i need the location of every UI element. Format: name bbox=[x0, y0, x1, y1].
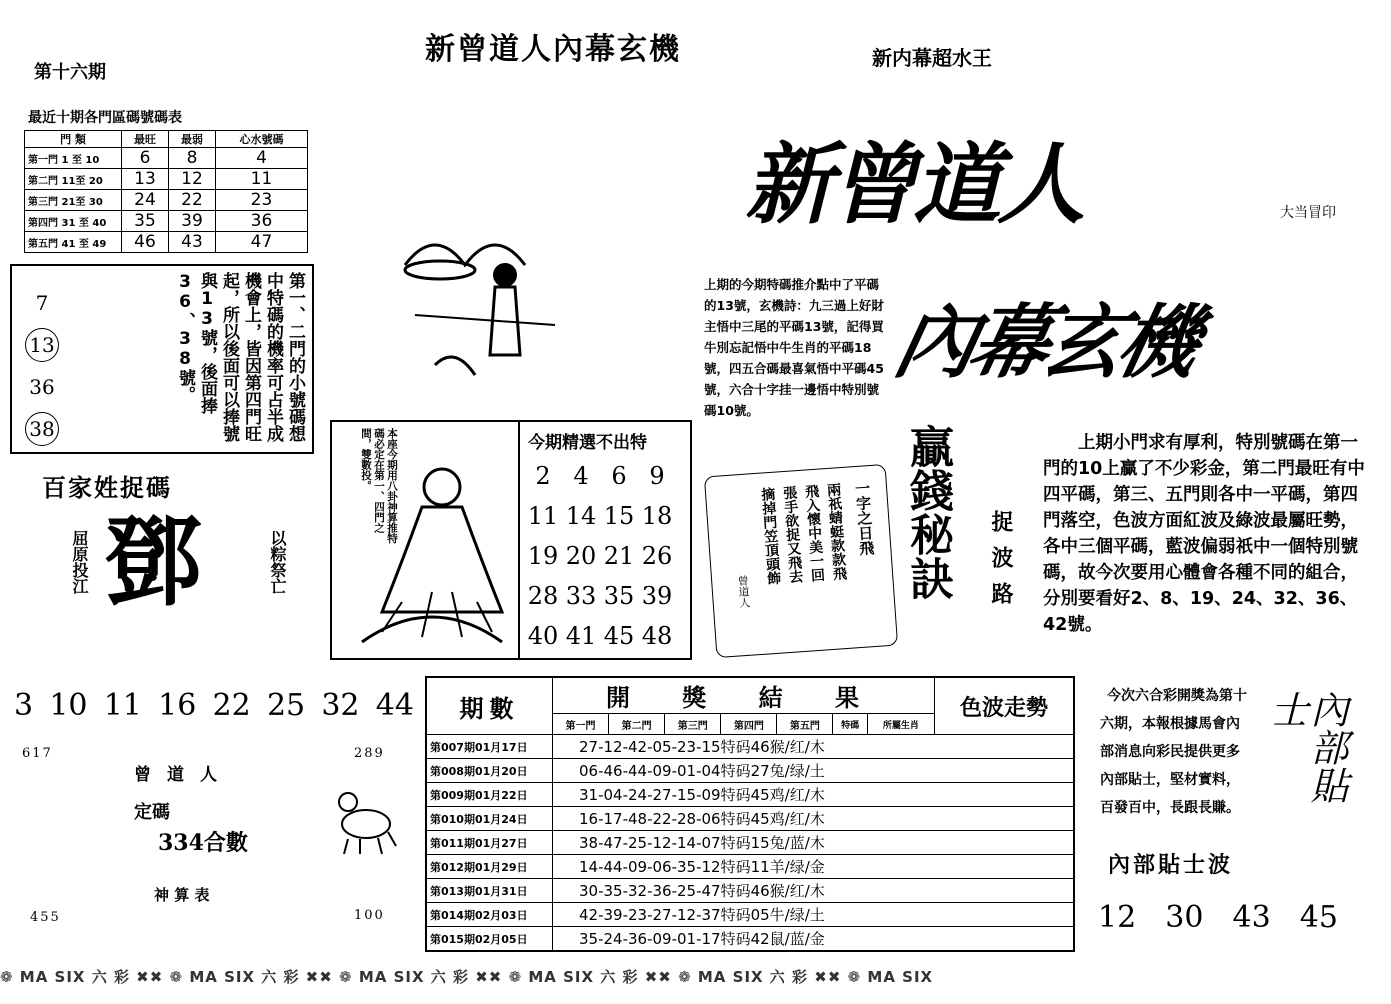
pick-number: 21 bbox=[603, 542, 635, 570]
gate-row-label: 第二門 11至 20 bbox=[25, 169, 122, 190]
issue-label: 第十六期 bbox=[34, 62, 106, 83]
results-row bbox=[426, 735, 1074, 759]
insider-number: 45 bbox=[1299, 900, 1338, 935]
pick-number: 39 bbox=[641, 582, 673, 610]
insider-number: 30 bbox=[1165, 900, 1204, 935]
big-logo-line2: 內幕玄機 bbox=[886, 295, 1203, 389]
calc-line3: 334合數 bbox=[158, 830, 248, 856]
pick-number: 11 bbox=[527, 502, 559, 530]
results-row-period: 第014期02月03日 bbox=[426, 903, 553, 927]
gate-row-label: 第四門 31 至 40 bbox=[25, 211, 122, 232]
scroll-poem-col: 一字之日飛 bbox=[852, 479, 876, 557]
results-subheader: 第五門 bbox=[777, 714, 833, 735]
win-money-title: 贏錢秘訣 bbox=[902, 424, 953, 600]
goddess-illustration bbox=[342, 442, 512, 654]
results-subheader: 第一門 bbox=[553, 714, 609, 735]
pick-number: 33 bbox=[565, 582, 597, 610]
insider-stamp: 內部貼士 bbox=[1264, 690, 1348, 804]
results-subheader: 特碼 bbox=[833, 714, 867, 735]
left-number-circled: 13 bbox=[25, 328, 59, 362]
results-row-value: 35-24-36-09-01-17特码42鼠/蓝/金 bbox=[553, 927, 1075, 952]
pick-number: 2 bbox=[535, 462, 551, 490]
pick-number: 18 bbox=[641, 502, 673, 530]
ball-number: 16 bbox=[158, 688, 197, 723]
insider-number: 43 bbox=[1232, 900, 1271, 935]
left-numbers-list bbox=[22, 282, 62, 450]
results-row-period: 第008期01月20日 bbox=[426, 759, 553, 783]
ball-number: 44 bbox=[375, 688, 414, 723]
results-subheader: 第三門 bbox=[665, 714, 721, 735]
baijia-right-text: 以粽祭亡 bbox=[268, 530, 287, 594]
pick-number: 26 bbox=[641, 542, 673, 570]
results-trend-header: 色波走勢 bbox=[935, 677, 1075, 735]
results-row bbox=[426, 879, 1074, 903]
win-money-text: 上期小門求有厚利，特別號碼在第一門的10上贏了不少彩金，第二門最旺有中四平碼，第三、五門則各中一平碼，第四門落空，色波方面紅波及綠波最屬旺勢，各中三個平碼，藍波偏弱祇中一個特別號碼，故今次要用心體會各種不同的組合，分別要看好2、8、19、24、32、36、42號。 bbox=[1043, 433, 1365, 635]
results-row bbox=[426, 783, 1074, 807]
scroll-poem-signature: 曾道人 bbox=[735, 574, 752, 609]
gate-row bbox=[25, 232, 308, 253]
scroll-poem-col: 兩祇蜻蜓款款飛 bbox=[824, 482, 848, 581]
left-numbers-box bbox=[10, 264, 314, 454]
results-row-value: 14-44-09-06-35-12特码11羊/绿/金 bbox=[553, 855, 1075, 879]
results-row-value: 30-35-32-36-25-47特码46猴/红/木 bbox=[553, 879, 1075, 903]
pick-number: 4 bbox=[573, 462, 589, 490]
left-number-circled: 38 bbox=[25, 412, 59, 446]
big-logo-line1: 新曾道人 bbox=[745, 132, 1082, 236]
results-row-value: 31-04-24-27-15-09特码45鸡/红/木 bbox=[553, 783, 1075, 807]
calc-corner-bl: 455 bbox=[30, 910, 61, 925]
results-row-period: 第009期01月22日 bbox=[426, 783, 553, 807]
gate-row-pick: 11 bbox=[216, 169, 308, 190]
sub-title: 新内幕超水王 bbox=[872, 46, 992, 70]
results-subheader: 第四門 bbox=[721, 714, 777, 735]
gate-row bbox=[25, 211, 308, 232]
results-subheader: 第二門 bbox=[609, 714, 665, 735]
poem-picks-box bbox=[330, 420, 692, 660]
insider-wave-title: 內部貼士波 bbox=[1108, 853, 1234, 878]
baijia-left-text: 屈原投江 bbox=[70, 530, 89, 594]
insider-number: 12 bbox=[1098, 900, 1137, 935]
gate-row-max: 46 bbox=[122, 232, 169, 253]
gate-row-label: 第三門 21至 30 bbox=[25, 190, 122, 211]
gate-row bbox=[25, 148, 308, 169]
footer-marquee: ❁ MA SIX 六 彩 ✖✖ ❁ MA SIX 六 彩 ✖✖ ❁ MA SIX 六 彩 ✖✖ ❁ MA SIX 六 彩 ✖✖ ❁ MA SIX 六 彩 ✖✖ ❁ MA SIX bbox=[0, 967, 934, 986]
pick-number: 19 bbox=[527, 542, 559, 570]
gate-row-pick: 23 bbox=[216, 190, 308, 211]
results-row bbox=[426, 759, 1074, 783]
pick-number: 28 bbox=[527, 582, 559, 610]
calc-line2: 定碼 bbox=[134, 802, 170, 823]
ball-number: 32 bbox=[321, 688, 360, 723]
gate-row-max: 13 bbox=[122, 169, 169, 190]
results-row bbox=[426, 927, 1074, 952]
baijia-big-char: 鄧 bbox=[104, 505, 203, 620]
balls-row bbox=[14, 688, 414, 723]
calc-corner-tr: 289 bbox=[354, 746, 385, 761]
pick-number: 45 bbox=[603, 622, 635, 650]
ball-number: 25 bbox=[266, 688, 306, 723]
gate-row-max: 24 bbox=[122, 190, 169, 211]
baijia-title: 百家姓捉碼 bbox=[42, 474, 172, 502]
gate-header-max: 最旺 bbox=[122, 131, 169, 148]
calc-corner-tl: 617 bbox=[22, 746, 53, 761]
left-number: 7 bbox=[35, 291, 49, 315]
gate-table bbox=[24, 130, 308, 253]
gate-row-min: 22 bbox=[169, 190, 216, 211]
scroll-poem-col: 飛入懷中美一回 bbox=[802, 483, 826, 583]
pick-number: 15 bbox=[603, 502, 635, 530]
gate-row-label: 第一門 1 至 10 bbox=[25, 148, 122, 169]
gate-row-pick: 36 bbox=[216, 211, 308, 232]
poem-box-text: 本座今期用八卦神算推特碼必定在第一、四門之間，雙數投。 bbox=[360, 428, 398, 544]
picks-grid bbox=[524, 456, 676, 656]
gate-row-min: 12 bbox=[169, 169, 216, 190]
results-row-period: 第010期01月24日 bbox=[426, 807, 553, 831]
insider-numbers bbox=[1098, 900, 1338, 935]
gate-row-max: 6 bbox=[122, 148, 169, 169]
gate-table-caption: 最近十期各門區碼號碼表 bbox=[28, 110, 182, 126]
pick-number: 6 bbox=[611, 462, 627, 490]
results-subheader: 所屬生肖 bbox=[867, 714, 934, 735]
calc-line1: 曾道人 bbox=[134, 765, 233, 785]
picks-title: 今期精選不出特 bbox=[528, 433, 647, 453]
results-row bbox=[426, 855, 1074, 879]
gate-row-pick: 47 bbox=[216, 232, 308, 253]
pick-number: 20 bbox=[565, 542, 597, 570]
scroll-poem-col: 摘掉門笠頂頭飾 bbox=[758, 486, 782, 586]
results-row-period: 第007期01月17日 bbox=[426, 735, 553, 759]
ball-number: 10 bbox=[49, 688, 88, 723]
gate-row-min: 43 bbox=[169, 232, 216, 253]
pick-number: 14 bbox=[565, 502, 597, 530]
win-money-subtitle: 捉波路 bbox=[988, 510, 1013, 618]
last-tip-text: 上期的今期特碼推介點中了平碼的13號，玄機詩：九三過上好財主悟中三尾的平碼13號，記得買牛別忘記悟中牛生肖的平碼18號，四五合碼最喜氣悟中平碼45號，六合十字挂一邊悟中特別號碼10號。 bbox=[704, 277, 884, 418]
results-table bbox=[425, 676, 1075, 952]
pick-number: 41 bbox=[565, 622, 597, 650]
pick-number: 9 bbox=[649, 462, 665, 490]
results-row-period: 第015期02月05日 bbox=[426, 927, 553, 952]
gate-row bbox=[25, 190, 308, 211]
left-numbers-text: 第一、二門的小號碼想中特碼的機率可占半成機會上，皆因第四門旺起，所以後面可以捧號與13號，後面捧36、38號。 bbox=[175, 272, 305, 442]
gate-row bbox=[25, 169, 308, 190]
child-illustration bbox=[395, 205, 560, 380]
results-row-value: 42-39-23-27-12-37特码05牛/绿/土 bbox=[553, 903, 1075, 927]
calc-line4: 神 算 表 bbox=[154, 886, 210, 904]
results-row-value: 27-12-42-05-23-15特码46猴/红/木 bbox=[553, 735, 1075, 759]
pick-number: 35 bbox=[603, 582, 635, 610]
pick-number: 40 bbox=[527, 622, 559, 650]
results-row-value: 16-17-48-22-28-06特码45鸡/红/木 bbox=[553, 807, 1075, 831]
results-row bbox=[426, 903, 1074, 927]
gate-row-label: 第五門 41 至 49 bbox=[25, 232, 122, 253]
dog-illustration bbox=[330, 784, 400, 858]
print-mark: 大当冒印 bbox=[1280, 205, 1336, 221]
results-row bbox=[426, 807, 1074, 831]
results-title: 開 獎 結 果 bbox=[553, 677, 935, 714]
gate-row-min: 39 bbox=[169, 211, 216, 232]
results-row-value: 38-47-25-12-14-07特码15兔/蓝/木 bbox=[553, 831, 1075, 855]
gate-row-max: 35 bbox=[122, 211, 169, 232]
gate-header-min: 最弱 bbox=[169, 131, 216, 148]
left-number: 36 bbox=[29, 375, 55, 399]
results-row-period: 第012期01月29日 bbox=[426, 855, 553, 879]
scroll-poem-col: 張手欲捉又飛去 bbox=[780, 485, 804, 584]
results-period-header: 期數 bbox=[426, 677, 553, 735]
results-row-period: 第013期01月31日 bbox=[426, 879, 553, 903]
ball-number: 22 bbox=[212, 688, 251, 723]
results-row-value: 06-46-44-09-01-04特码27兔/绿/土 bbox=[553, 759, 1075, 783]
results-row bbox=[426, 831, 1074, 855]
gate-header-pick: 心水號碼 bbox=[216, 131, 308, 148]
gate-row-min: 8 bbox=[169, 148, 216, 169]
results-row-period: 第011期01月27日 bbox=[426, 831, 553, 855]
ball-number: 3 bbox=[14, 688, 34, 723]
calc-corner-br: 100 bbox=[354, 908, 385, 923]
main-title: 新曾道人內幕玄機 bbox=[425, 32, 681, 67]
gate-header-type: 門 類 bbox=[25, 131, 122, 148]
ball-number: 11 bbox=[103, 688, 142, 723]
scroll-poem bbox=[704, 464, 898, 658]
gate-row-pick: 4 bbox=[216, 148, 308, 169]
insider-text: 今次六合彩開獎為第十六期，本報根據馬會內部消息向彩民提供更多內部貼士，堅材實料，百發百中，長跟長賺。 bbox=[1100, 688, 1247, 816]
pick-number: 48 bbox=[641, 622, 673, 650]
